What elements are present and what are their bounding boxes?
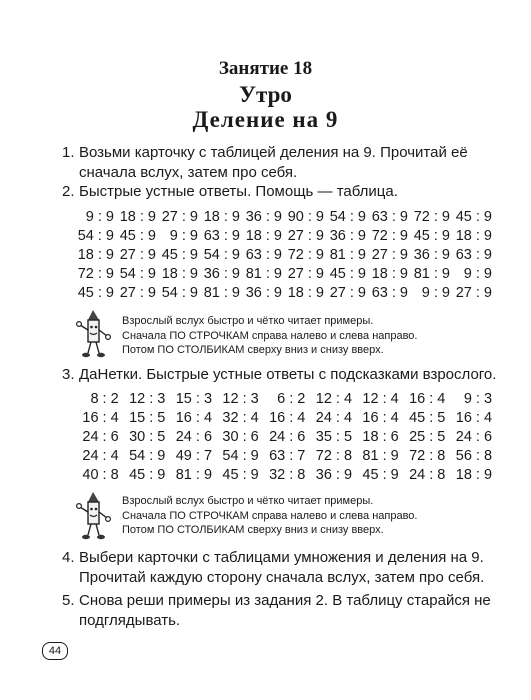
division-example: 12 : 3: [129, 391, 166, 407]
division-example: 72 : 8: [409, 448, 446, 464]
division-example: 81 : 9: [245, 266, 282, 282]
division-example: 32 : 4: [222, 410, 259, 426]
division-example: 24 : 4: [82, 448, 119, 464]
division-example: 27 : 9: [329, 285, 366, 301]
grid-row: [72, 447, 492, 466]
task-number: 3.: [62, 366, 75, 383]
division-example: 12 : 3: [222, 391, 259, 407]
note-line: Потом ПО СТОЛБИКАМ сверху вниз и снизу вверх.: [122, 344, 384, 356]
division-example: 32 : 8: [269, 467, 306, 483]
division-example: 12 : 4: [315, 391, 353, 407]
division-example: 63 : 9: [371, 285, 408, 301]
note-line: Взрослый вслух быстро и чётко читает примеры.: [122, 315, 374, 327]
division-example: 45 : 9: [455, 209, 492, 225]
grid-row: [72, 208, 492, 227]
division-example: 27 : 9: [287, 228, 324, 244]
division-example: 6 : 2: [277, 391, 306, 407]
division-example: 45 : 9: [362, 467, 399, 483]
division-example: 18 : 9: [371, 266, 408, 282]
task-number: 5.: [62, 592, 75, 609]
division-example: 72 : 9: [77, 266, 114, 282]
instruction-note-1: [122, 314, 502, 358]
division-example: 81 : 9: [175, 467, 213, 483]
note-line: Взрослый вслух быстро и чётко читает примеры.: [122, 495, 374, 507]
division-example: 15 : 3: [175, 391, 213, 407]
division-example: 24 : 6: [455, 429, 493, 445]
division-example: 27 : 9: [161, 209, 198, 225]
grid-row: [72, 246, 492, 265]
division-example: 24 : 4: [315, 410, 353, 426]
grid-row: [72, 409, 492, 428]
division-example: 16 : 4: [175, 410, 213, 426]
instruction-note-2: [122, 494, 502, 538]
division-example: 27 : 9: [119, 247, 156, 263]
division-example: 72 : 9: [371, 228, 408, 244]
division-example: 63 : 9: [245, 247, 282, 263]
topic-title: Деление на 9: [192, 107, 339, 132]
note-line: Потом ПО СТОЛБИКАМ сверху вниз и снизу вверх.: [122, 524, 384, 536]
division-example: 9 : 9: [85, 209, 114, 225]
task-1: [62, 143, 519, 183]
division-example: 18 : 9: [455, 467, 493, 483]
task-text: ДаНетки. Быстрые устные ответы с подсказками взрослого.: [79, 366, 497, 383]
division-example: 49 : 7: [175, 448, 213, 464]
division-example: 45 : 9: [77, 285, 114, 301]
division-example: 16 : 4: [409, 391, 446, 407]
division-example: 63 : 7: [269, 448, 306, 464]
grid-row: [72, 284, 492, 303]
division-example: 54 : 9: [222, 448, 259, 464]
division-grid-2: [72, 390, 492, 485]
division-example: 36 : 9: [413, 247, 450, 263]
division-example: 63 : 9: [203, 228, 240, 244]
division-example: 18 : 9: [77, 247, 114, 263]
grid-row: [72, 265, 492, 284]
division-example: 18 : 9: [245, 228, 282, 244]
division-example: 16 : 4: [269, 410, 306, 426]
division-example: 9 : 9: [169, 228, 198, 244]
task-text: Возьми карточку с таблицей деления на 9. Прочитай её сначала вслух, затем про себя.: [79, 144, 468, 181]
division-example: 24 : 6: [269, 429, 306, 445]
task-text: Быстрые устные ответы. Помощь — таблица.: [79, 183, 398, 200]
division-example: 40 : 8: [82, 467, 119, 483]
lesson-title: Занятие 18: [218, 58, 313, 79]
task-text: Снова реши примеры из задания 2. В таблицу старайся не подглядывать.: [79, 592, 491, 629]
division-example: 18 : 9: [203, 209, 240, 225]
division-example: 9 : 9: [421, 285, 450, 301]
division-example: 16 : 4: [455, 410, 493, 426]
division-example: 12 : 4: [362, 391, 399, 407]
division-example: 27 : 9: [455, 285, 492, 301]
division-example: 18 : 6: [362, 429, 399, 445]
grid-row: [72, 428, 492, 447]
division-example: 81 : 9: [413, 266, 450, 282]
division-example: 24 : 8: [409, 467, 446, 483]
division-example: 54 : 9: [119, 266, 156, 282]
page-number: 44: [42, 642, 68, 660]
division-example: 45 : 5: [409, 410, 446, 426]
division-example: 9 : 9: [463, 266, 492, 282]
grid-row: [72, 227, 492, 246]
division-example: 45 : 9: [329, 266, 366, 282]
task-3: [62, 365, 519, 385]
division-example: 54 : 9: [203, 247, 240, 263]
task-number: 2.: [62, 183, 75, 200]
division-example: 45 : 9: [222, 467, 259, 483]
division-example: 9 : 3: [463, 391, 493, 407]
division-example: 24 : 6: [82, 429, 119, 445]
division-example: 81 : 9: [203, 285, 240, 301]
division-example: 27 : 9: [287, 266, 324, 282]
division-example: 35 : 5: [315, 429, 353, 445]
division-example: 81 : 9: [362, 448, 399, 464]
division-example: 63 : 9: [371, 209, 408, 225]
division-example: 54 : 9: [161, 285, 198, 301]
division-example: 16 : 4: [362, 410, 399, 426]
division-example: 54 : 9: [329, 209, 366, 225]
division-example: 54 : 9: [129, 448, 166, 464]
division-example: 8 : 2: [90, 391, 119, 407]
pencil-character-icon: [75, 308, 115, 360]
division-example: 54 : 9: [77, 228, 114, 244]
division-example: 36 : 9: [245, 285, 282, 301]
division-example: 18 : 9: [287, 285, 324, 301]
division-example: 36 : 9: [245, 209, 282, 225]
division-example: 45 : 9: [413, 228, 450, 244]
task-text: Выбери карточки с таблицами умножения и деления на 9. Прочитай каждую сторону сначала вслух, затем про себя.: [79, 549, 485, 586]
division-example: 18 : 9: [455, 228, 492, 244]
task-4: [62, 548, 519, 588]
division-example: 45 : 9: [129, 467, 166, 483]
division-example: 72 : 9: [413, 209, 450, 225]
division-example: 36 : 9: [329, 228, 366, 244]
division-example: 25 : 5: [409, 429, 446, 445]
division-example: 24 : 6: [175, 429, 213, 445]
division-example: 36 : 9: [203, 266, 240, 282]
task-number: 4.: [62, 549, 75, 566]
grid-row: [72, 390, 492, 409]
division-example: 72 : 9: [287, 247, 324, 263]
division-example: 72 : 8: [315, 448, 353, 464]
division-example: 90 : 9: [287, 209, 324, 225]
division-example: 15 : 5: [129, 410, 166, 426]
division-example: 30 : 6: [222, 429, 259, 445]
division-example: 63 : 9: [455, 247, 492, 263]
division-example: 18 : 9: [119, 209, 156, 225]
division-example: 56 : 8: [455, 448, 493, 464]
division-example: 45 : 9: [119, 228, 156, 244]
division-example: 27 : 9: [119, 285, 156, 301]
division-example: 36 : 9: [315, 467, 353, 483]
division-example: 30 : 5: [129, 429, 166, 445]
note-line: Сначала ПО СТРОЧКАМ справа налево и слева направо.: [122, 509, 418, 522]
part-title: Утро: [239, 82, 292, 107]
task-number: 1.: [62, 144, 75, 161]
task-5: [62, 591, 519, 631]
division-grid-1: [72, 208, 492, 303]
note-line: Сначала ПО СТРОЧКАМ справа налево и слева направо.: [122, 329, 418, 342]
task-2: [62, 182, 519, 202]
pencil-character-icon: [75, 490, 115, 542]
division-example: 18 : 9: [161, 266, 198, 282]
division-example: 27 : 9: [371, 247, 408, 263]
division-example: 81 : 9: [329, 247, 366, 263]
division-example: 45 : 9: [161, 247, 198, 263]
grid-row: [72, 466, 492, 485]
division-example: 16 : 4: [82, 410, 119, 426]
